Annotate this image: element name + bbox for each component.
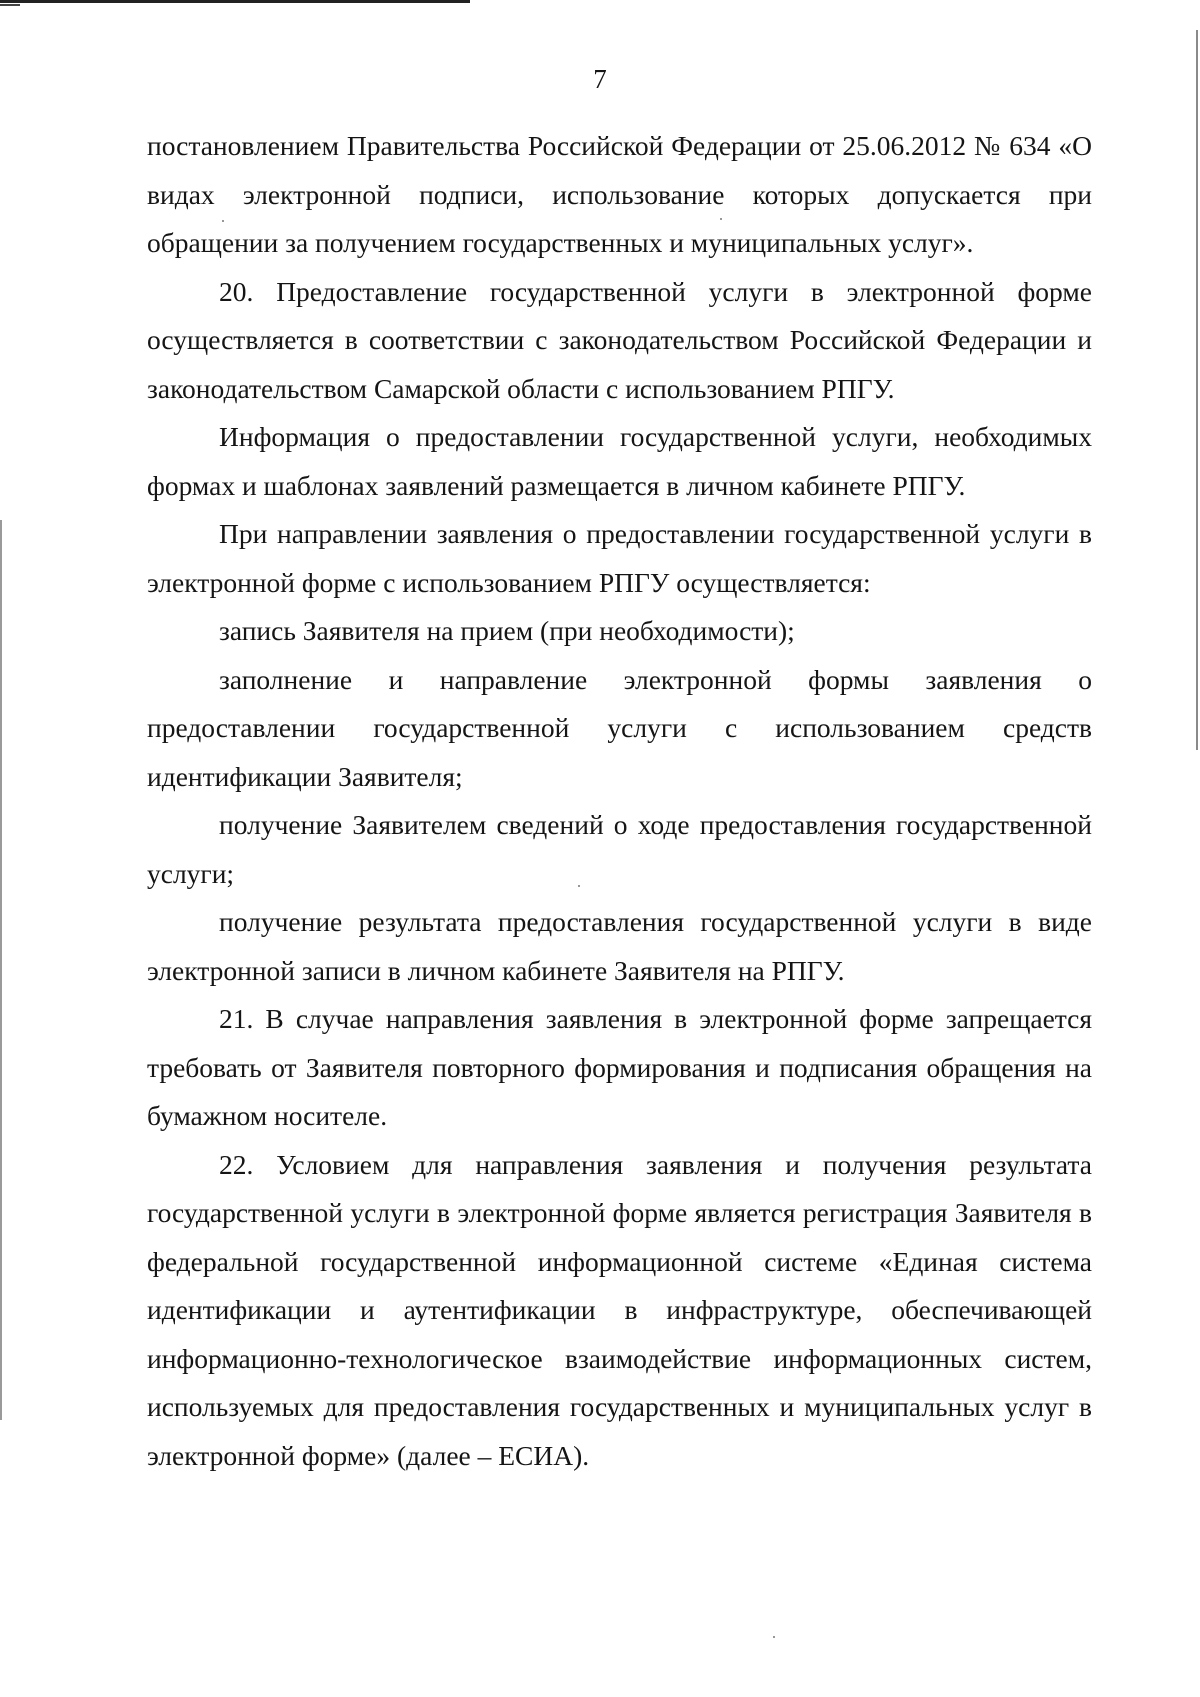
paragraph-item-20: 20. Предоставление государственной услуги в электронной форме осуществляется в соответствии с законодательством Российской Федерации и законодательством Самарской области с использованием РПГУ. — [147, 275, 1092, 404]
scan-speck — [773, 1636, 775, 1638]
scan-edge-right — [1196, 30, 1198, 750]
list-item-result: получение результата предоставления государственной услуги в виде электронной записи в личном кабинете Заявителя на РПГУ. — [147, 906, 1092, 986]
list-item-status: получение Заявителем сведений о ходе предоставления государственной услуги; — [147, 809, 1092, 889]
document-body — [147, 122, 1092, 1480]
scan-edge-top — [0, 0, 470, 3]
paragraph-submission: При направлении заявления о предоставлении государственной услуги в электронной форме с использованием РПГУ осуществляется: — [147, 518, 1092, 598]
scan-edge-left — [0, 520, 2, 1420]
paragraph-item-22: 22. Условием для направления заявления и получения результата государственной услуги в электронной форме является регистрация Заявителя в федеральной государственной информационной системе «Единая система идентификации и аутентификации в инфраструктуре, обеспечивающей информационно-технологическое взаимодействие информационных систем, используемых для предоставления государственных и муниципальных услуг в электронной форме» (далее – ЕСИА). — [147, 1148, 1092, 1471]
scan-speck — [222, 220, 224, 222]
scan-speck — [578, 885, 580, 887]
paragraph-continuation: постановлением Правительства Российской Федерации от 25.06.2012 № 634 «О видах электронной подписи, использование которых допускается при обращении за получением государственных и муниципальных услуг». — [147, 130, 1092, 258]
list-item-appointment: запись Заявителя на прием (при необходимости); — [219, 615, 795, 646]
paragraph-item-21: 21. В случае направления заявления в электронной форме запрещается требовать от Заявителя повторного формирования и подписания обращения на бумажном носителе. — [147, 1003, 1092, 1131]
scan-edge-top-mark — [0, 4, 20, 6]
scan-speck — [720, 218, 722, 220]
list-item-form-filling: заполнение и направление электронной формы заявления о предоставлении государственной услуги с использованием средств идентификации Заявителя; — [147, 663, 1092, 792]
page-number: 7 — [593, 64, 607, 94]
paragraph-info: Информация о предоставлении государственной услуги, необходимых формах и шаблонах заявлений размещается в личном кабинете РПГУ. — [147, 421, 1092, 501]
